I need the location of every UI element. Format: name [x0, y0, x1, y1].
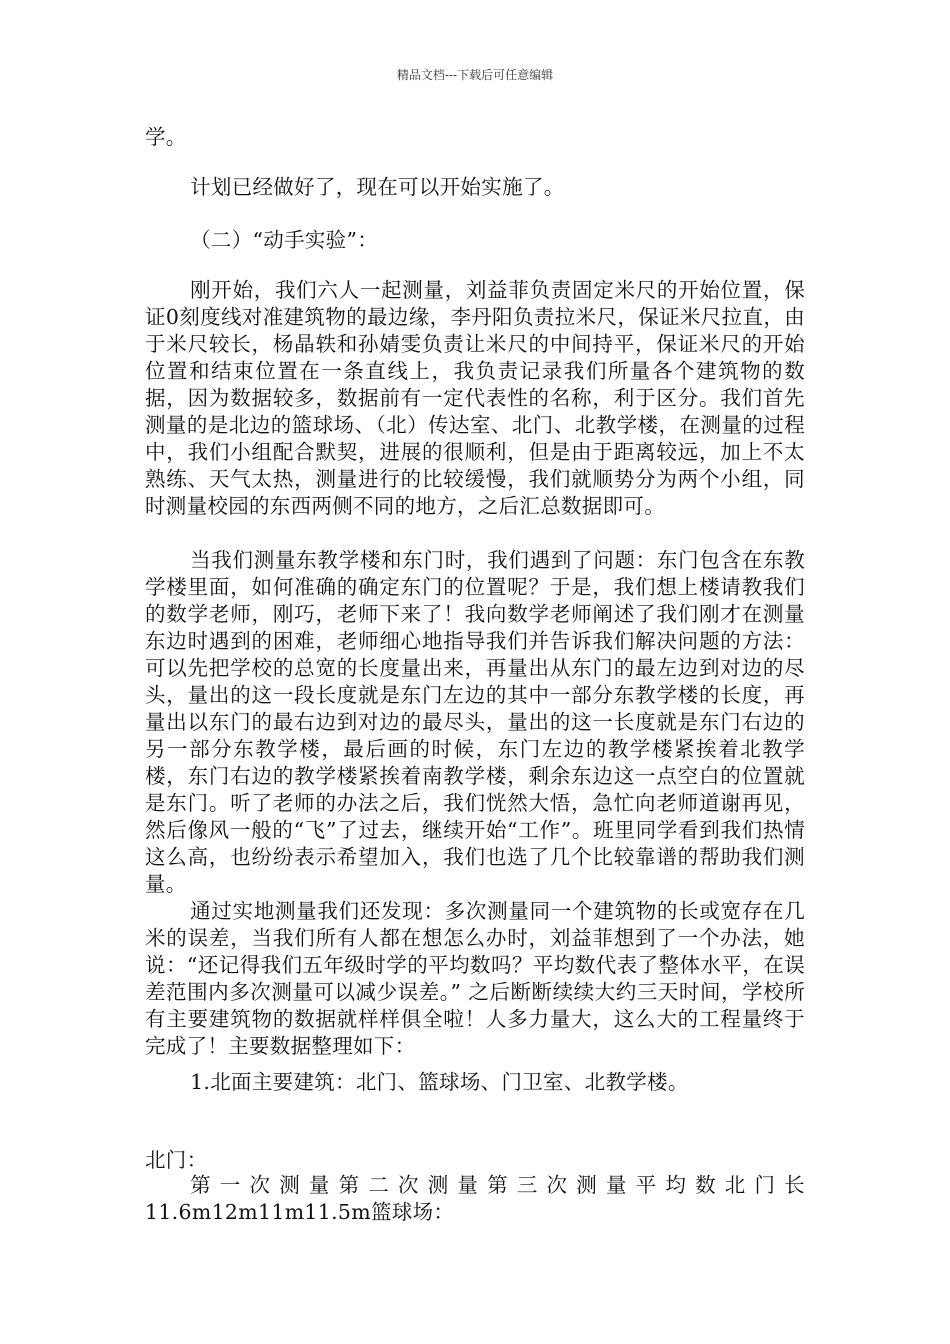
paragraph-east-gate-problem [145, 547, 805, 898]
list-item-north-buildings [145, 1069, 805, 1096]
label-text: 北门： [145, 1148, 208, 1172]
section-heading [145, 227, 805, 254]
label-north-gate [145, 1147, 805, 1174]
paragraph-continuation [145, 124, 805, 151]
measurement-row-text: 第一次测量第二次测量第三次测量平均数北门长 [190, 1173, 805, 1197]
paragraph-text: 通过实地测量我们还发现：多次测量同一个建筑物的长或宽存在几米的误差，当我们所有人都在想怎么办时，刘益菲想到了一个办法，她说：“还记得我们五年级时学的平均数吗？平均数代表了整体水平，在误差范围内多次测量可以减少误差。” 之后断断续续大约三天时间，学校所有主要建筑物的数据就样样俱全啦！人多力量大，这么大的工程量终于完成了！主要数据整理如下： [145, 899, 805, 1058]
paragraph-text: 当我们测量东教学楼和东门时，我们遇到了问题：东门包含在东教学楼里面，如何准确的确定东门的位置呢？于是，我们想上楼请教我们的数学老师，刚巧，老师下来了！我向数学老师阐述了我们刚才在测量东边时遇到的困难，老师细心地指导我们并告诉我们解决问题的方法：可以先把学校的总宽的长度量出来，再量出从东门的最左边到对边的尽头，量出的这一段长度就是东门左边的其中一部分东教学楼的长度，再量出以东门的最右边到对边的最尽头，量出的这一长度就是东门右边的另一部分东教学楼，最后画的时候，东门左边的教学楼紧挨着北教学楼，东门右边的教学楼紧挨着南教学楼，剩余东边这一点空白的位置就是东门。听了老师的办法之后，我们恍然大悟，急忙向老师道谢再见，然后像风一般的“飞”了过去，继续开始“工作”。班里同学看到我们热情这么高，也纷纷表示希望加入，我们也选了几个比较靠谱的帮助我们测量。 [145, 548, 805, 896]
measurement-table-text [145, 1172, 805, 1226]
paragraph-plan-ready [145, 174, 805, 201]
section-heading-text: （二）“动手实验”： [190, 228, 379, 252]
page-header: 精品文档---下载后可任意编辑 [396, 68, 554, 82]
list-item-text: 1.北面主要建筑：北门、篮球场、门卫室、北教学楼。 [190, 1070, 689, 1094]
paragraph-text: 刚开始，我们六人一起测量，刘益菲负责固定米尺的开始位置，保证0刻度线对准建筑物的最边缘，李丹阳负责拉米尺，保证米尺拉直，由于米尺较长，杨晶轶和孙婧雯负责让米尺的中间持平，保证米尺的开始位置和结束位置在一条直线上，我负责记录我们所量各个建筑物的数据，因为数据较多，数据前有一定代表性的名称，利于区分。我们首先测量的是北边的篮球场、（北）传达室、北门、北教学楼，在测量的过程中，我们小组配合默契，进展的很顺利，但是由于距离较远，加上不太熟练、天气太热，测量进行的比较缓慢，我们就顺势分为两个小组，同时测量校园的东西两侧不同的地方，之后汇总数据即可。 [145, 278, 805, 518]
paragraph-text: 学。 [145, 125, 187, 149]
paragraph-error-average [145, 898, 805, 1060]
paragraph-text: 计划已经做好了，现在可以开始实施了。 [190, 175, 565, 199]
paragraph-measuring-start [145, 277, 805, 520]
measurement-row-text: 11.6m12m11m11.5m篮球场： [145, 1200, 455, 1224]
